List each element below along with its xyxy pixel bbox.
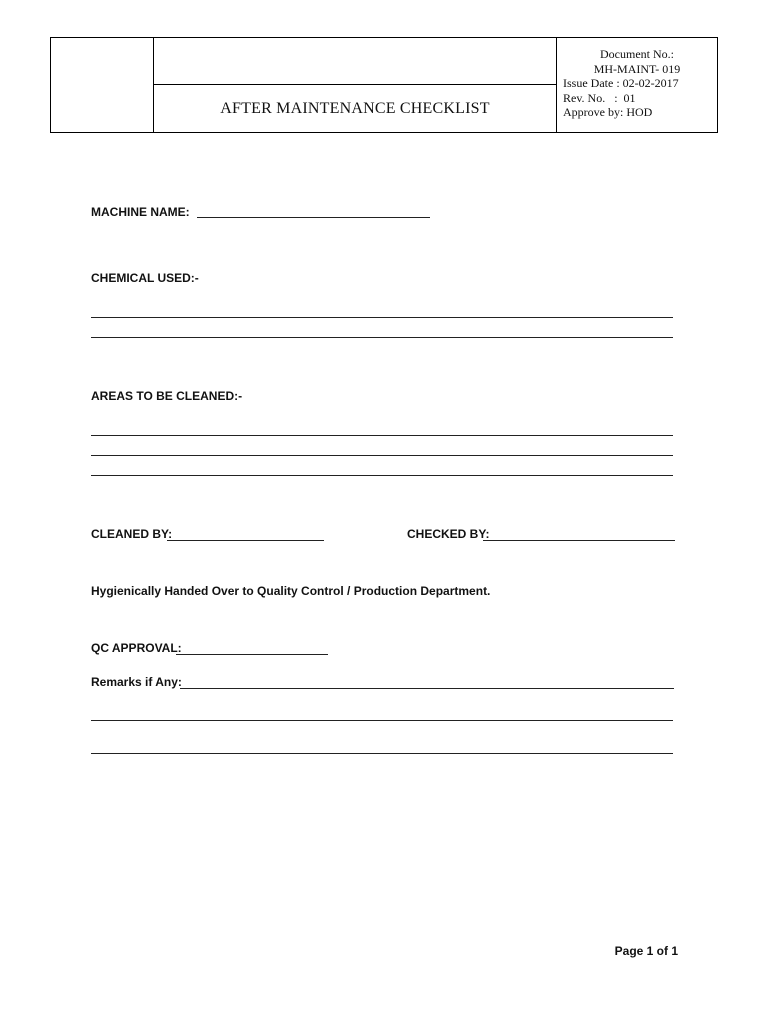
areas-line-3[interactable] — [91, 475, 673, 476]
remarks-line-3[interactable] — [91, 753, 673, 754]
remarks-label: Remarks if Any: — [91, 675, 182, 689]
header-blank-cell — [154, 38, 557, 85]
remarks-line-1[interactable] — [180, 688, 674, 689]
document-header-table — [50, 37, 718, 133]
handover-statement: Hygienically Handed Over to Quality Control / Production Department. — [91, 584, 491, 598]
machine-name-field[interactable] — [197, 217, 430, 218]
document-no-label: Document No.: — [600, 47, 674, 61]
document-no-value: MH-MAINT- 019 — [593, 61, 681, 76]
approved-by: Approve by: HOD — [563, 105, 653, 120]
chemical-used-label: CHEMICAL USED:- — [91, 271, 199, 285]
chemical-used-line-1[interactable] — [91, 317, 673, 318]
cleaned-by-field[interactable] — [167, 540, 324, 541]
logo-cell — [51, 38, 154, 132]
revision-number: Rev. No. : 01 — [563, 90, 636, 105]
document-title: AFTER MAINTENANCE CHECKLIST — [154, 85, 557, 132]
qc-approval-label: QC APPROVAL: — [91, 641, 182, 655]
chemical-used-line-2[interactable] — [91, 337, 673, 338]
remarks-line-2[interactable] — [91, 720, 673, 721]
qc-approval-field[interactable] — [176, 654, 328, 655]
issue-date: Issue Date : 02-02-2017 — [563, 76, 679, 91]
machine-name-label: MACHINE NAME: — [91, 205, 190, 219]
page-number: Page 1 of 1 — [614, 944, 678, 958]
areas-to-be-cleaned-label: AREAS TO BE CLEANED:- — [91, 389, 243, 403]
checked-by-field[interactable] — [483, 540, 675, 541]
areas-line-2[interactable] — [91, 455, 673, 456]
document-info-block — [557, 38, 717, 132]
checked-by-label: CHECKED BY: — [407, 527, 490, 541]
cleaned-by-label: CLEANED BY: — [91, 527, 173, 541]
areas-line-1[interactable] — [91, 435, 673, 436]
